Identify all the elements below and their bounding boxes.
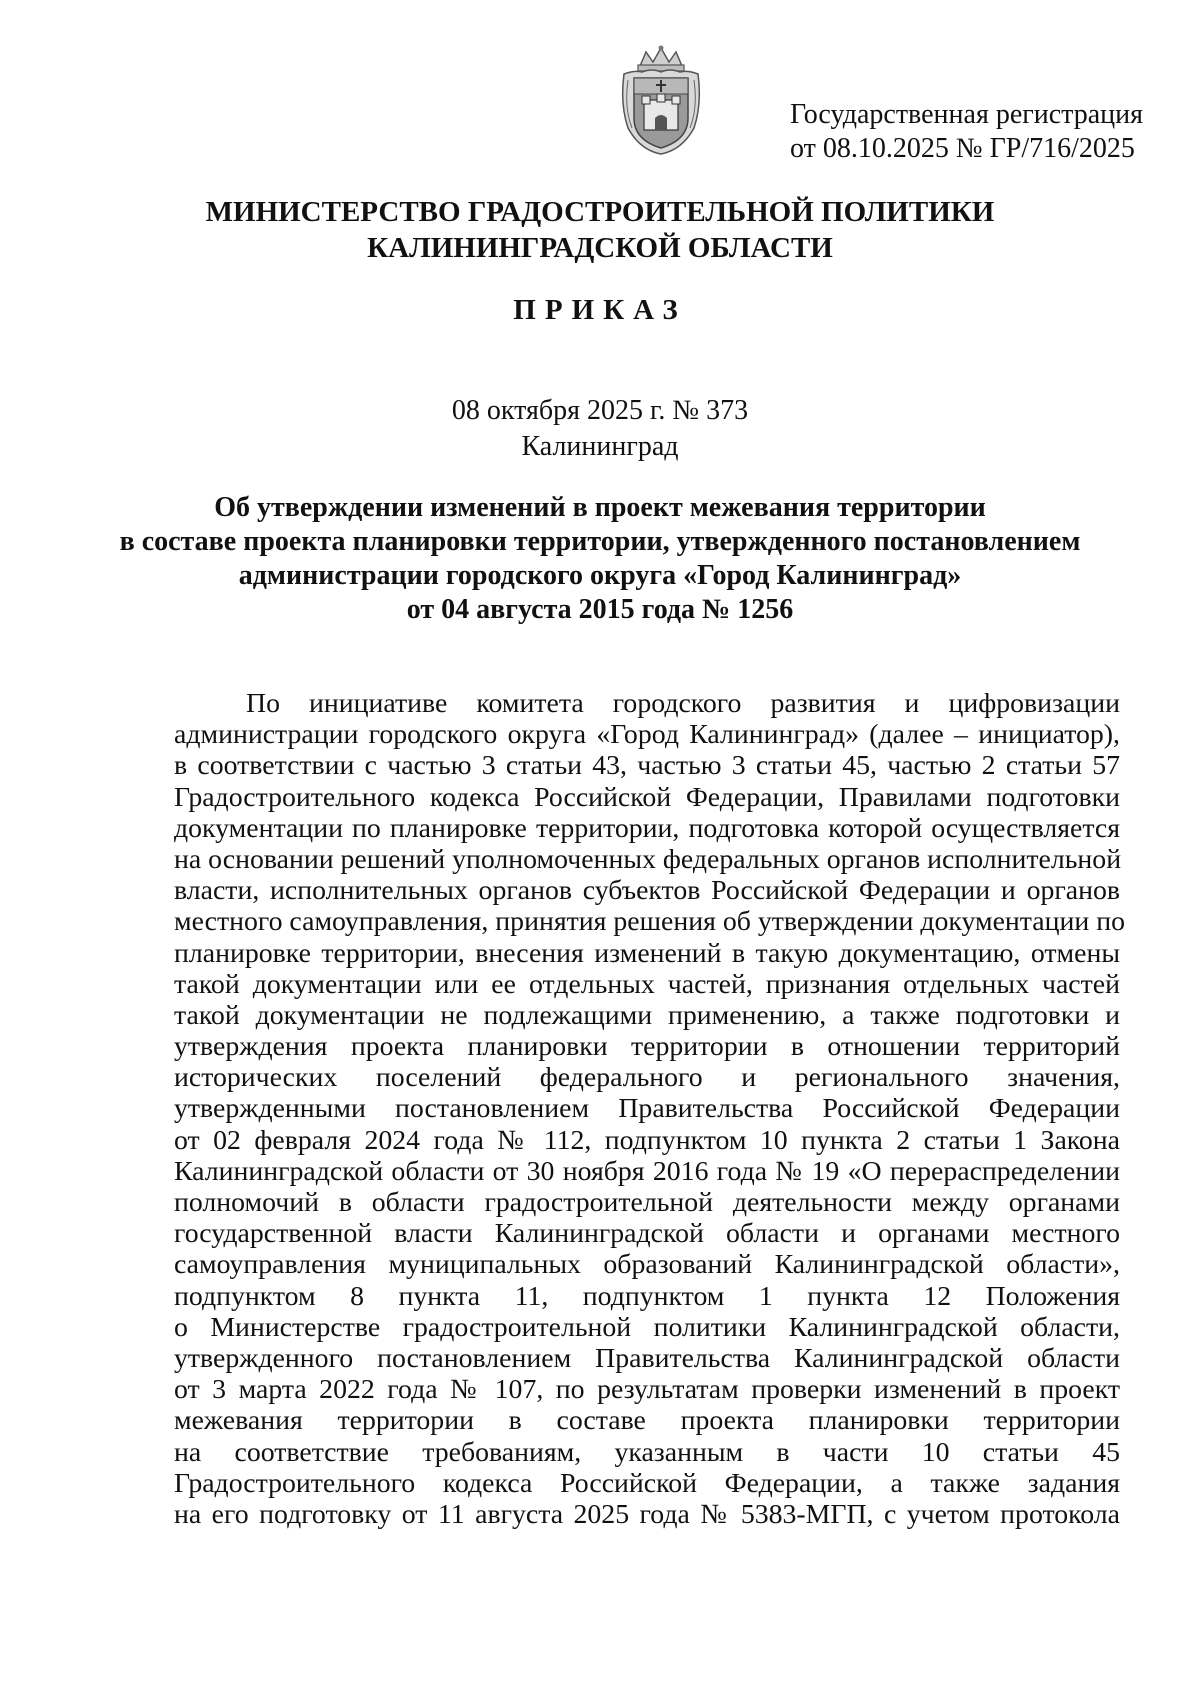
body-line: полномочий в области градостроительной деятельности между органами bbox=[174, 1187, 1120, 1218]
body-line: Калининградской области от 30 ноября 2016 года № 19 «О перераспределении bbox=[174, 1155, 1120, 1187]
subject-line-2: в составе проекта планировки территории, утвержденного постановлением bbox=[119, 526, 1081, 557]
document-type: ПРИКАЗ bbox=[513, 294, 687, 326]
body-line: такой документации не подлежащими применению, а также подготовки и bbox=[174, 999, 1120, 1031]
body-line: на его подготовку от 11 августа 2025 года № 5383-МГП, с учетом протокола bbox=[174, 1498, 1120, 1530]
order-city: Калининград bbox=[521, 431, 679, 462]
body-line: Градостроительного кодекса Российской Федерации, а также задания bbox=[174, 1467, 1120, 1499]
subject-line-1: Об утверждении изменений в проект межевания территории bbox=[214, 492, 986, 523]
body-line: о Министерстве градостроительной политики Калининградской области, bbox=[174, 1311, 1120, 1343]
order-body-text bbox=[174, 688, 1125, 1530]
body-line: власти, исполнительных органов субъектов Российской Федерации и органов bbox=[174, 875, 1120, 907]
kaliningrad-coat-of-arms-icon bbox=[618, 44, 704, 156]
body-line: в соответствии с частью 3 статьи 43, частью 3 статьи 45, частью 2 статьи 57 bbox=[174, 750, 1120, 782]
order-date-number: 08 октября 2025 г. № 373 bbox=[451, 395, 749, 426]
ministry-line-1: МИНИСТЕРСТВО ГРАДОСТРОИТЕЛЬНОЙ ПОЛИТИКИ bbox=[205, 196, 995, 228]
body-line: утверждения проекта планировки территории в отношении территорий bbox=[174, 1031, 1120, 1063]
date-and-number bbox=[0, 393, 1200, 465]
body-line: от 02 февраля 2024 года № 112, подпунктом 10 пункта 2 статьи 1 Закона bbox=[174, 1124, 1120, 1156]
registration-line-1: Государственная регистрация bbox=[790, 99, 1143, 130]
body-line: на соответствие требованиям, указанным в части 10 статьи 45 bbox=[174, 1436, 1120, 1468]
ministry-line-2: КАЛИНИНГРАДСКОЙ ОБЛАСТИ bbox=[367, 232, 833, 264]
body-line: государственной власти Калининградской области и органами местного bbox=[174, 1218, 1120, 1250]
subject-line-3: администрации городского округа «Город Калининград» bbox=[238, 560, 962, 591]
body-line: такой документации или ее отдельных частей, признания отдельных частей bbox=[174, 968, 1120, 1000]
body-line: документации по планировке территории, подготовка которой осуществляется bbox=[174, 812, 1120, 844]
body-line: местного самоуправления, принятия решения об утверждении документации по bbox=[174, 906, 1125, 938]
body-line: администрации городского округа «Город Калининград» (далее – инициатор), bbox=[174, 719, 1120, 751]
body-line: на основании решений уполномоченных федеральных органов исполнительной bbox=[174, 843, 1122, 875]
body-line: утвержденными постановлением Правительства Российской Федерации bbox=[174, 1093, 1120, 1125]
ministry-name bbox=[0, 194, 1200, 266]
body-line: утвержденного постановлением Правительства Калининградской области bbox=[174, 1342, 1120, 1374]
body-line: самоуправления муниципальных образований Калининградской области», bbox=[174, 1249, 1120, 1281]
body-line: от 3 марта 2022 года № 107, по результатам проверки изменений в проект bbox=[174, 1374, 1120, 1406]
subject-line-4: от 04 августа 2015 года № 1256 bbox=[406, 594, 794, 625]
registration-line-2: от 08.10.2025 № ГР/716/2025 bbox=[790, 133, 1135, 164]
body-line: исторических поселений федерального и регионального значения, bbox=[174, 1062, 1120, 1094]
order-subject bbox=[0, 491, 1200, 627]
body-line: подпунктом 8 пункта 11, подпунктом 1 пункта 12 Положения bbox=[174, 1280, 1120, 1312]
state-registration bbox=[790, 98, 1143, 166]
body-line: межевания территории в составе проекта планировки территории bbox=[174, 1405, 1120, 1437]
body-line: По инициативе комитета городского развития и цифровизации bbox=[246, 688, 1120, 719]
body-line: Градостроительного кодекса Российской Федерации, Правилами подготовки bbox=[174, 781, 1120, 813]
body-line: планировке территории, внесения изменений в такую документацию, отмены bbox=[174, 937, 1120, 969]
